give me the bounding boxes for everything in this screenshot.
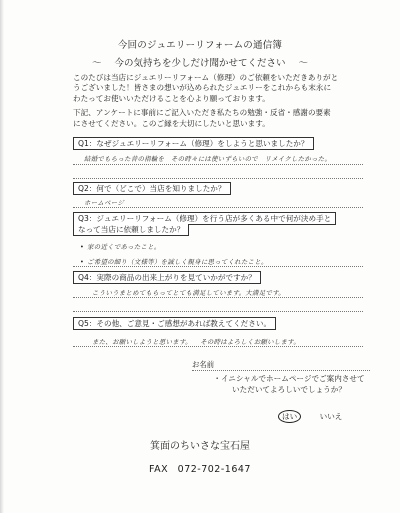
question-4-answer-line	[73, 311, 363, 312]
initial-consent-line-2: いただいてよろしいでしょうか？	[232, 384, 346, 394]
question-4-answer[interactable]: こういうまとめてもらってとても満足しています。大満足です。	[92, 289, 286, 297]
intro-line-3: わたってお使いいただけることを心より願っております。	[73, 93, 270, 103]
fax-line	[0, 464, 400, 475]
consent-choices	[270, 410, 350, 423]
intro-line-2: うございました！皆さまの想いが込められたジュエリーをこれからも末永に	[73, 83, 332, 93]
initial-consent-line-1: ・イニシャルでホームページでご案内させて	[213, 374, 365, 383]
name-field-label: お名前	[192, 360, 215, 369]
subtitle-text: 今の気持ちを少しだけ聞かせてください	[114, 58, 286, 69]
page-subtitle	[0, 55, 400, 69]
question-4-answer-line	[73, 297, 363, 298]
bullet-icon: •	[80, 258, 85, 266]
question-3-label-line-2: なって当店に依頼しましたか？	[73, 224, 189, 236]
question-2-answer-line	[73, 207, 363, 208]
question-4-label: Q4：実際の商品の出来上がりを見ていかがですか？	[73, 271, 261, 284]
initial-consent-question	[196, 374, 382, 396]
intro-line-5: にさせてください。このご縁を大切にしたいと思います。	[73, 118, 270, 128]
question-3-answer-2[interactable]: • ご希望の細り（文様等）を誠しく親身に思ってくれたこと。	[80, 258, 268, 266]
question-3-label-line-1: Q3：ジュエリーリフォーム（修理）を行う店が多くある中で何が決め手と	[73, 212, 336, 225]
subtitle-left-tilde: ～	[91, 58, 102, 69]
question-1-label: Q1：なぜジュエリーリフォーム（修理）をしようと思いましたか？	[73, 137, 314, 150]
name-field-line[interactable]	[192, 370, 370, 371]
consent-yes-option[interactable]: はい	[278, 410, 301, 423]
question-1-answer-line	[73, 178, 363, 179]
question-2-label: Q2：何で（どこで）当店を知りましたか？	[73, 182, 231, 195]
bullet-icon: •	[80, 243, 85, 251]
fax-label: FAX	[149, 464, 169, 475]
question-1-answer[interactable]: 結婚でもらった昔の指輪を その時々には使いずらいので リメイクしたかった。	[84, 155, 332, 163]
fax-number: 072-702-1647	[177, 464, 251, 475]
question-5-label: Q5：その他、ご意見・ご感想があれば教えてください。	[73, 317, 276, 330]
consent-no-option[interactable]: いいえ	[319, 412, 343, 421]
question-5-answer[interactable]	[92, 337, 300, 346]
intro-line-1: このたびは当店にジュエリーリフォーム（修理）のご依頼をいただきありがと	[73, 73, 339, 82]
question-5-answer-line	[73, 346, 363, 347]
shop-name: 箕面のちいさな宝石屋	[150, 441, 250, 452]
intro-paragraph	[73, 73, 363, 133]
question-2-answer[interactable]: ホームページ	[84, 199, 125, 207]
intro-line-4: 下記、アンケートに事前にご記入いただき私たちの勉強・反省・感謝の要素	[73, 108, 331, 118]
question-5-answer-part-2: その時はよろしくお願いします。	[200, 338, 301, 346]
question-3-answer-1[interactable]: • 家の近くであったこと。	[80, 243, 161, 251]
question-3-answer-line	[73, 266, 363, 267]
question-5-answer-part-1: また、お願いしようと思います。	[92, 338, 192, 346]
question-1-answer-line	[73, 164, 363, 165]
subtitle-right-tilde: ～	[298, 58, 309, 69]
page-title: 今回のジュエリーリフォームの通信簿	[117, 40, 283, 51]
